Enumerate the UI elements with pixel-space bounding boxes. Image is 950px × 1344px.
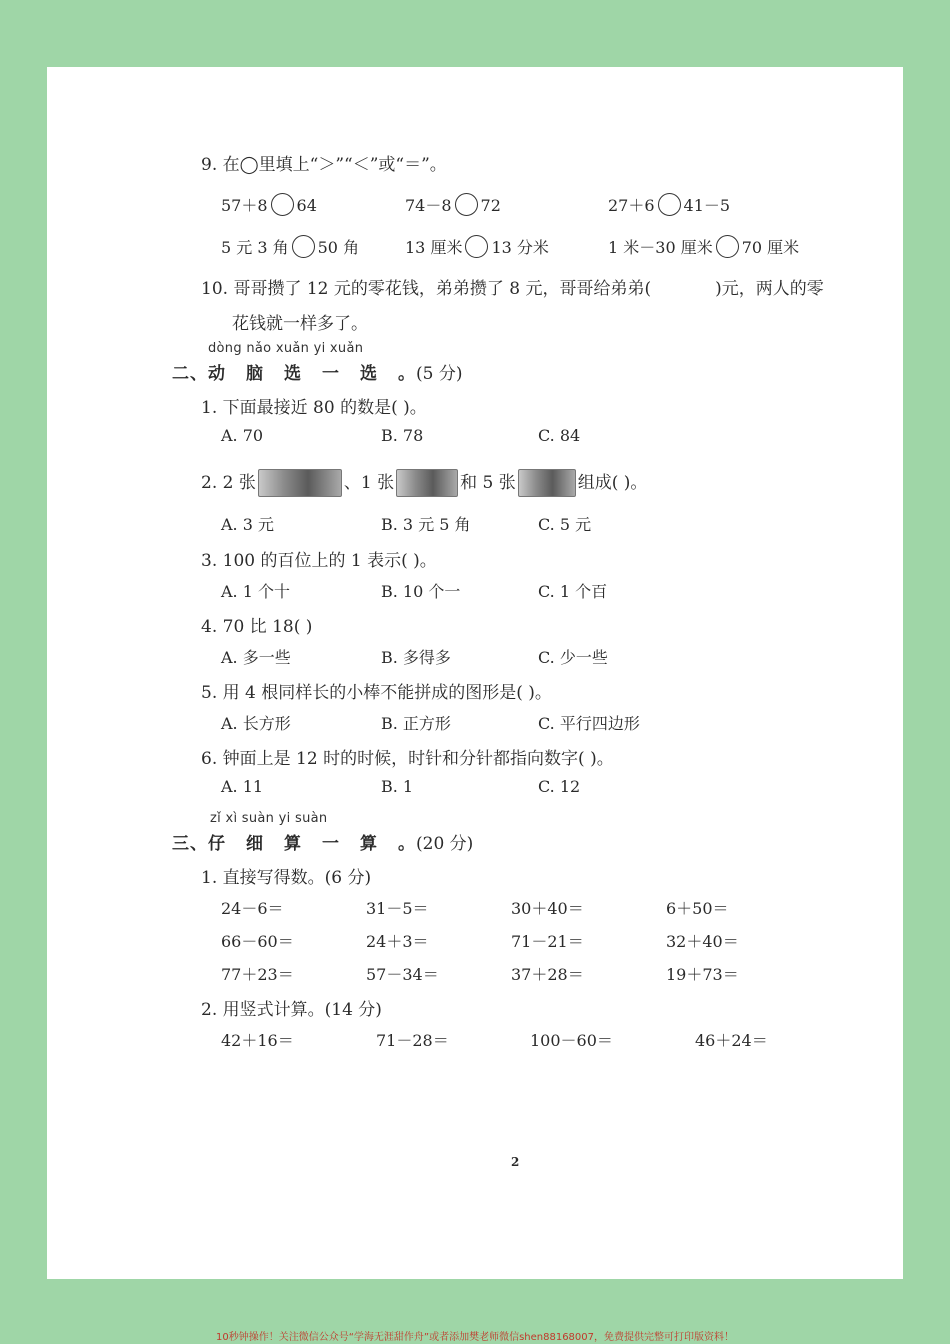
s2q4-text: 4. 70 比 18( ) <box>201 617 313 637</box>
s2q2-option-c[interactable]: C. 5 元 <box>538 515 592 534</box>
q9-row1-item3: 27＋6 41－5 <box>608 193 730 216</box>
q9-title: 9. 在◯里填上“＞”“＜”或“＝”。 <box>201 155 447 175</box>
calc-item: 77＋23＝ <box>221 965 294 984</box>
section2-heading: 二、动 脑 选 一 选 。(5 分) <box>172 364 463 384</box>
calc-item: 6＋50＝ <box>666 899 729 918</box>
s2q4-option-c[interactable]: C. 少一些 <box>538 648 608 667</box>
calc-item: 57－34＝ <box>366 965 439 984</box>
s2q4-option-a[interactable]: A. 多一些 <box>221 648 291 667</box>
section2-pinyin: dòng nǎo xuǎn yi xuǎn <box>208 341 364 356</box>
s2q6-option-b[interactable]: B. 1 <box>381 777 414 796</box>
s2q6-text: 6. 钟面上是 12 时的时候，时针和分针都指向数字( )。 <box>201 749 614 769</box>
calc-item: 19＋73＝ <box>666 965 739 984</box>
s2q3-option-a[interactable]: A. 1 个十 <box>221 582 290 601</box>
calc-item: 32＋40＝ <box>666 932 739 951</box>
q9-row2-item3: 1 米－30 厘米 70 厘米 <box>608 235 799 258</box>
page-number: 2 <box>511 1155 520 1169</box>
calc-item: 24＋3＝ <box>366 932 429 951</box>
compare-circle[interactable] <box>292 235 315 258</box>
section3-heading: 三、仔 细 算 一 算 。(20 分) <box>172 834 474 854</box>
vertical-calc-item: 46＋24＝ <box>695 1031 768 1050</box>
q9-row2-item1: 5 元 3 角 50 角 <box>221 235 359 258</box>
calc-item: 66－60＝ <box>221 932 294 951</box>
s2q6-option-c[interactable]: C. 12 <box>538 777 581 796</box>
q9-row1-item2: 74－8 72 <box>405 193 501 216</box>
calc-item: 30＋40＝ <box>511 899 584 918</box>
compare-circle[interactable] <box>465 235 488 258</box>
vertical-calc-item: 42＋16＝ <box>221 1031 294 1050</box>
s3q1-title: 1. 直接写得数。(6 分) <box>201 868 372 888</box>
one-yuan-banknote-image <box>258 469 342 497</box>
s2q3-text: 3. 100 的百位上的 1 表示( )。 <box>201 551 437 571</box>
s2q1-option-c[interactable]: C. 84 <box>538 426 581 445</box>
q10-line2: 花钱就一样多了。 <box>232 314 368 334</box>
s2q3-option-b[interactable]: B. 10 个一 <box>381 582 461 601</box>
calc-item: 31－5＝ <box>366 899 429 918</box>
compare-circle[interactable] <box>455 193 478 216</box>
vertical-calc-item: 71－28＝ <box>376 1031 449 1050</box>
s2q1-option-b[interactable]: B. 78 <box>381 426 424 445</box>
section3-pinyin: zǐ xì suàn yi suàn <box>210 811 328 826</box>
q9-row1-item1: 57＋8 64 <box>221 193 317 216</box>
s2q6-option-a[interactable]: A. 11 <box>221 777 264 796</box>
s2q2-option-a[interactable]: A. 3 元 <box>221 515 274 534</box>
s2q5-option-c[interactable]: C. 平行四边形 <box>538 714 640 733</box>
s2q2-option-b[interactable]: B. 3 元 5 角 <box>381 515 471 534</box>
calc-item: 37＋28＝ <box>511 965 584 984</box>
s2q2-text: 2. 2 张 、1 张 和 5 张 组成( )。 <box>201 468 647 497</box>
one-jiao-banknote-image <box>396 469 458 497</box>
s3q2-title: 2. 用竖式计算。(14 分) <box>201 1000 382 1020</box>
s2q1-text: 1. 下面最接近 80 的数是( )。 <box>201 398 427 418</box>
compare-circle[interactable] <box>658 193 681 216</box>
q9-row2-item2: 13 厘米 13 分米 <box>405 235 549 258</box>
five-jiao-banknote-image <box>518 469 576 497</box>
calc-item: 24－6＝ <box>221 899 284 918</box>
s2q3-option-c[interactable]: C. 1 个百 <box>538 582 608 601</box>
compare-circle[interactable] <box>271 193 294 216</box>
footer-promo-text: 10秒钟操作！关注微信公众号“学海无涯甜作舟”或者添加樊老师微信shen88168007，免费提供完整可打印版资料！ <box>215 1332 735 1343</box>
s2q5-option-b[interactable]: B. 正方形 <box>381 714 451 733</box>
s2q4-option-b[interactable]: B. 多得多 <box>381 648 451 667</box>
s2q5-text: 5. 用 4 根同样长的小棒不能拼成的图形是( )。 <box>201 683 552 703</box>
s2q1-option-a[interactable]: A. 70 <box>221 426 264 445</box>
vertical-calc-item: 100－60＝ <box>530 1031 613 1050</box>
compare-circle[interactable] <box>716 235 739 258</box>
s2q5-option-a[interactable]: A. 长方形 <box>221 714 291 733</box>
q10-line1: 10. 哥哥攒了 12 元的零花钱，弟弟攒了 8 元，哥哥给弟弟( )元，两人的零 <box>201 279 824 299</box>
calc-item: 71－21＝ <box>511 932 584 951</box>
